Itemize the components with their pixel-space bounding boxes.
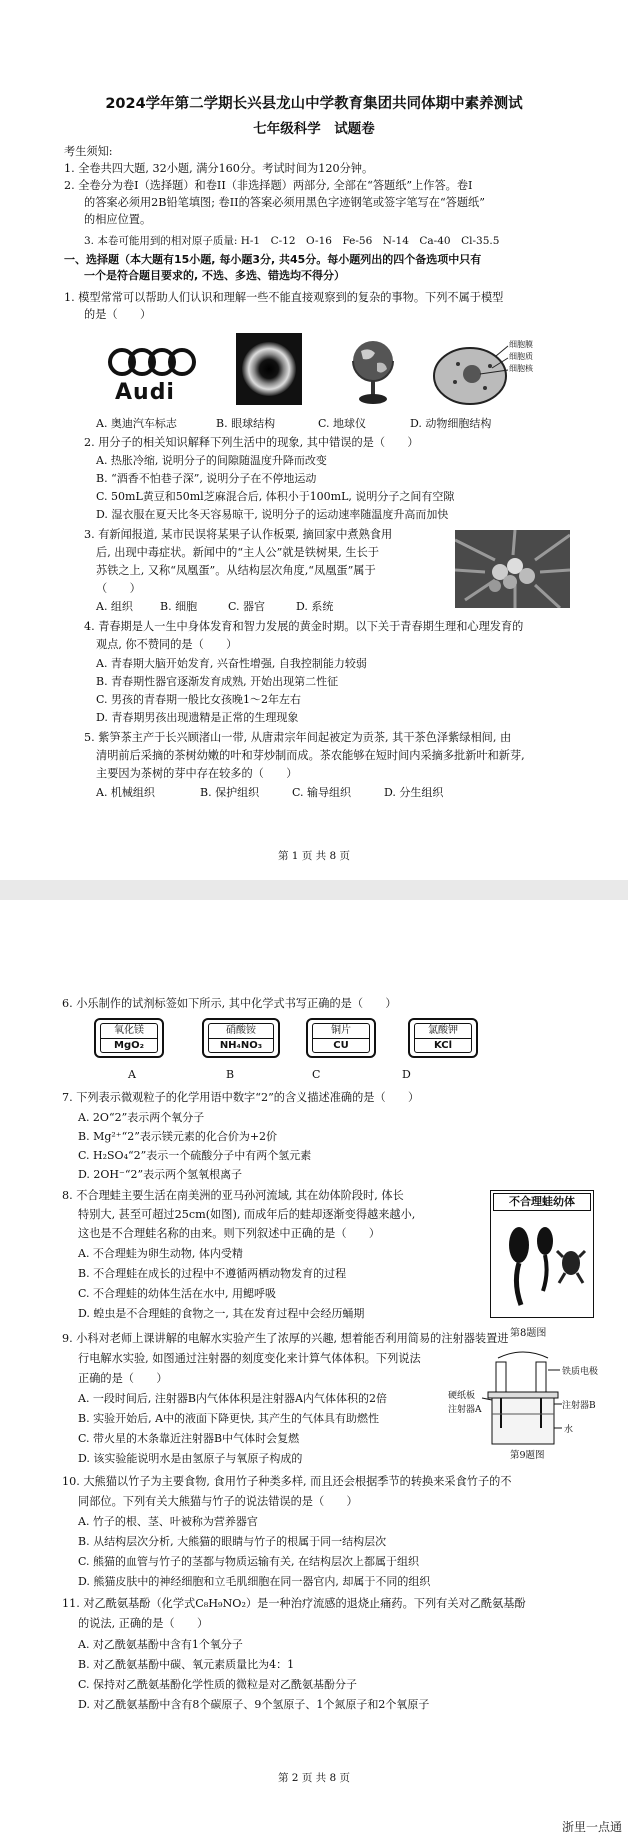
question-5-option[interactable]: D. 分生组织	[384, 786, 444, 799]
question-11-stem: 的说法, 正确的是（ ）	[78, 1617, 209, 1630]
globe-image	[345, 335, 401, 407]
tadpole-icon	[491, 1213, 595, 1317]
figure-label: 铁质电极	[562, 1367, 599, 1377]
question-1-option[interactable]: C. 地球仪	[318, 417, 367, 430]
tadpole-figure	[490, 1190, 594, 1318]
question-10-option[interactable]: B. 从结构层次分析, 大熊猫的眼睛与竹子的根属于同一结构层次	[78, 1535, 387, 1548]
globe-icon	[345, 335, 401, 407]
question-2-stem: 2. 用分子的相关知识解释下列生活中的现象, 其中错误的是（ ）	[84, 436, 419, 449]
question-5-stem: 清明前后采摘的茶树幼嫩的叶和芽炒制而成。茶农能够在短时间内采摘多批新叶和新芽,	[96, 749, 525, 762]
animal-cell-image	[430, 336, 540, 408]
question-6-stem: 6. 小乐制作的试剂标签如下所示, 其中化学式书写正确的是（ ）	[62, 997, 397, 1010]
question-3-stem: 苏铁之上, 又称“凤凰蛋”。从结构层次角度,“凤凰蛋”属于	[96, 564, 376, 577]
question-11-option[interactable]: A. 对乙酰氨基酚中含有1个氧分子	[78, 1638, 243, 1651]
watermark-text: 浙里一点通	[561, 1820, 622, 1834]
question-10-stem: 同部位。下列有关大熊猫与竹子的说法错误的是（ ）	[78, 1495, 358, 1508]
question-8-stem: 特别大, 甚至可超过25cm(如图), 而成年后的蛙却逐渐变得越来越小,	[78, 1208, 416, 1221]
reagent-formula: MgO₂	[114, 1040, 144, 1051]
notice-line: 的相应位置。	[84, 213, 152, 226]
reagent-label-a[interactable]	[94, 1018, 164, 1058]
cycad-fruit-icon	[455, 530, 570, 608]
page-gap	[0, 880, 628, 900]
page-number: 第 2 页 共 8 页	[277, 1772, 351, 1784]
question-8-option[interactable]: C. 不合理蛙的幼体生活在水中, 用鳃呼吸	[78, 1287, 277, 1300]
exam-page-2	[0, 900, 628, 1842]
notice-line: 的答案必须用2B铅笔填图; 卷II的答案必须用黑色字迹钢笔或签字笔写在“答题纸”	[84, 196, 485, 209]
figure-label: 注射器B	[562, 1401, 596, 1411]
question-4-option[interactable]: B. 青春期性器官逐渐发育成熟, 开始出现第二性征	[96, 675, 339, 688]
question-5-stem: 主要因为茶树的芽中存在较多的（ ）	[96, 767, 298, 780]
reagent-name: 硝酸铵	[209, 1024, 273, 1039]
question-3-option[interactable]: A. 组织	[96, 600, 133, 613]
question-2-option[interactable]: D. 湿衣服在夏天比冬天容易晾干, 说明分子的运动速率随温度升高而加快	[96, 508, 449, 521]
question-7-option[interactable]: B. Mg²⁺“2”表示镁元素的化合价为+2价	[78, 1130, 278, 1143]
audi-logo-image	[105, 340, 201, 406]
question-3-option[interactable]: C. 器官	[228, 600, 266, 613]
option-letter: A	[128, 1068, 136, 1081]
question-10-option[interactable]: D. 熊猫皮肤中的神经细胞和立毛肌细胞在同一器官内, 却属于不同的组织	[78, 1575, 431, 1588]
section-heading: 一、选择题（本大题有15小题, 每小题3分, 共45分。每小题列出的四个备选项中只有	[64, 253, 482, 266]
question-5-option[interactable]: C. 输导组织	[292, 786, 352, 799]
question-1-option[interactable]: A. 奥迪汽车标志	[96, 417, 177, 430]
option-letter: D	[402, 1068, 411, 1081]
question-11-option[interactable]: C. 保持对乙酰氨基酚化学性质的微粒是对乙酰氨基酚分子	[78, 1678, 358, 1691]
reagent-name: 铜片	[313, 1024, 369, 1039]
page-number: 第 1 页 共 8 页	[277, 850, 351, 862]
question-1-option[interactable]: B. 眼球结构	[216, 417, 276, 430]
question-11-stem: 11. 对乙酰氨基酚（化学式C₈H₉NO₂）是一种治疗流感的退烧止痛药。下列有关对乙酰氨基酚	[62, 1597, 526, 1610]
question-10-option[interactable]: C. 熊猫的血管与竹子的茎都与物质运输有关, 在结构层次上都属于组织	[78, 1555, 420, 1568]
question-4-option[interactable]: C. 男孩的青春期一般比女孩晚1～2年左右	[96, 693, 302, 706]
figure-caption: 第9题图	[510, 1450, 545, 1461]
figure-label: 硬纸板	[448, 1391, 476, 1401]
section-heading: 一个是符合题目要求的, 不选、多选、错选均不得分）	[84, 269, 346, 282]
figure-title: 不合理蛙幼体	[493, 1193, 591, 1211]
question-7-option[interactable]: A. 2O“2”表示两个氧分子	[78, 1111, 205, 1124]
question-1-stem: 1. 模型常常可以帮助人们认识和理解一些不能直接观察到的复杂的事物。下列不属于模型	[64, 291, 504, 304]
question-7-stem: 7. 下列表示微观粒子的化学用语中数字“2”的含义描述准确的是（ ）	[62, 1091, 420, 1104]
exam-page-1	[0, 0, 628, 880]
question-2-option[interactable]: A. 热胀冷缩, 说明分子的间隙随温度升降而改变	[96, 454, 327, 467]
question-11-option[interactable]: D. 对乙酰氨基酚中含有8个碳原子、9个氢原子、1个氮原子和2个氧原子	[78, 1698, 430, 1711]
cycad-fruit-image	[455, 530, 570, 608]
reagent-formula: CU	[333, 1040, 349, 1051]
exam-title: 2024学年第二学期长兴县龙山中学教育集团共同体期中素养测试	[105, 96, 523, 112]
question-5-option[interactable]: A. 机械组织	[96, 786, 155, 799]
question-1-stem: 的是（ ）	[84, 308, 152, 321]
question-7-option[interactable]: D. 2OH⁻“2”表示两个氢氧根离子	[78, 1168, 243, 1181]
notice-line: 3. 本卷可能用到的相对原子质量: H-1 C-12 O-16 Fe-56 N-14 Ca-40 Cl-35.5	[84, 235, 500, 247]
reagent-label-b[interactable]	[202, 1018, 280, 1058]
question-9-option[interactable]: A. 一段时间后, 注射器B内气体体积是注射器A内气体体积的2倍	[78, 1392, 387, 1405]
reagent-label-c[interactable]	[306, 1018, 376, 1058]
audi-logo-text: Audi	[115, 380, 175, 405]
question-3-stem: （ ）	[96, 582, 141, 595]
eyeball-image	[236, 333, 302, 405]
question-8-option[interactable]: A. 不合理蛙为卵生动物, 体内受精	[78, 1247, 243, 1260]
reagent-label-d[interactable]	[408, 1018, 478, 1058]
question-8-option[interactable]: D. 蝗虫是不合理蛙的食物之一, 其在发育过程中会经历蛹期	[78, 1307, 365, 1320]
option-letter: C	[312, 1068, 321, 1081]
figure-label: 注射器A	[448, 1405, 482, 1415]
exam-subtitle: 七年级科学 试题卷	[253, 121, 375, 137]
question-2-option[interactable]: C. 50mL黄豆和50ml芝麻混合后, 体积小于100mL, 说明分子之间有空隙	[96, 490, 455, 503]
question-9-stem: 正确的是（ ）	[78, 1372, 168, 1385]
notice-line: 2. 全卷分为卷I（选择题）和卷II（非选择题）两部分, 全部在“答题纸”上作答。卷I	[64, 179, 473, 192]
question-4-option[interactable]: A. 青春期大脑开始发育, 兴奋性增强, 自我控制能力较弱	[96, 657, 367, 670]
question-9-option[interactable]: B. 实验开始后, A中的液面下降更快, 其产生的气体具有助燃性	[78, 1412, 380, 1425]
option-letter: B	[226, 1068, 235, 1081]
cell-label: 细胞质	[509, 352, 533, 361]
notice-heading: 考生须知:	[64, 145, 113, 158]
question-11-option[interactable]: B. 对乙酰氨基酚中碳、氧元素质量比为4：1	[78, 1658, 295, 1671]
question-3-option[interactable]: B. 细胞	[160, 600, 198, 613]
reagent-formula: KCl	[433, 1040, 453, 1051]
reagent-name: 氯酸钾	[415, 1024, 471, 1039]
question-4-stem: 观点, 你不赞同的是（ ）	[96, 638, 238, 651]
question-7-option[interactable]: C. H₂SO₄“2”表示一个硫酸分子中有两个氢元素	[78, 1149, 312, 1162]
question-4-option[interactable]: D. 青春期男孩出现遗精是正常的生理现象	[96, 711, 299, 724]
figure-label: 水	[564, 1425, 574, 1435]
eyeball-icon	[236, 333, 302, 405]
reagent-formula: NH₄NO₃	[219, 1040, 263, 1051]
question-8-stem: 8. 不合理蛙主要生活在南美洲的亚马孙河流域, 其在幼体阶段时, 体长	[62, 1189, 404, 1202]
electrolysis-figure	[448, 1348, 608, 1448]
figure-caption: 第8题图	[510, 1328, 547, 1339]
notice-line: 1. 全卷共四大题, 32小题, 满分160分。考试时间为120分钟。	[64, 162, 374, 175]
cell-label: 细胞核	[509, 364, 533, 373]
question-10-stem: 10. 大熊猫以竹子为主要食物, 食用竹子种类多样, 而且还会根据季节的转换来采食竹子的不	[62, 1475, 512, 1488]
question-9-option[interactable]: C. 带火星的木条靠近注射器B中气体时会复燃	[78, 1432, 300, 1445]
question-9-option[interactable]: D. 该实验能说明水是由氢原子与氧原子构成的	[78, 1452, 303, 1465]
question-4-stem: 4. 青春期是人一生中身体发育和智力发展的黄金时期。以下关于青春期生理和心理发育的	[84, 620, 524, 633]
question-5-option[interactable]: B. 保护组织	[200, 786, 260, 799]
cell-label: 细胞膜	[509, 340, 533, 349]
question-3-stem: 3. 有新闻报道, 某市民误将某果子认作板栗, 摘回家中煮熟食用	[84, 528, 393, 541]
question-8-stem: 这也是不合理蛙名称的由来。则下列叙述中正确的是（ ）	[78, 1227, 381, 1240]
question-10-option[interactable]: A. 竹子的根、茎、叶被称为营养器官	[78, 1515, 258, 1528]
question-8-option[interactable]: B. 不合理蛙在成长的过程中不遵循两栖动物发育的过程	[78, 1267, 347, 1280]
question-5-stem: 5. 紫笋茶主产于长兴顾渚山一带, 从唐肃宗年间起被定为贡茶, 其干茶色泽紫绿相间, 由	[84, 731, 512, 744]
question-9-stem: 行电解水实验, 如图通过注射器的刻度变化来计算气体体积。下列说法	[78, 1352, 421, 1365]
question-3-stem: 后, 出现中毒症状。新闻中的“主人公”就是铁树果, 生长于	[96, 546, 379, 559]
question-9-stem: 9. 小科对老师上课讲解的电解水实验产生了浓厚的兴趣, 想着能否利用简易的注射器装置进	[62, 1332, 509, 1345]
reagent-name: 氧化镁	[101, 1024, 157, 1039]
question-1-option[interactable]: D. 动物细胞结构	[410, 417, 492, 430]
question-3-option[interactable]: D. 系统	[296, 600, 334, 613]
question-2-option[interactable]: B. “酒香不怕巷子深”, 说明分子在不停地运动	[96, 472, 317, 485]
